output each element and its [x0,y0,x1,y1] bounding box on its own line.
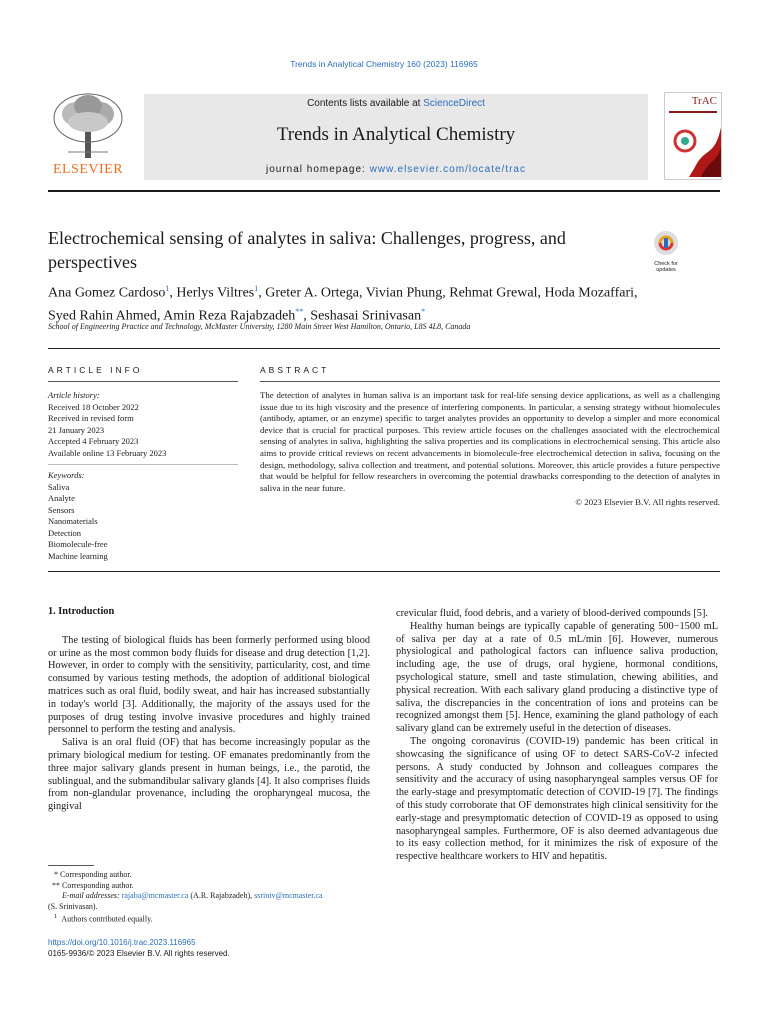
intro-right-column [396,608,718,864]
keyword-item: Sensors [48,504,75,515]
intro-heading: 1. Introduction [48,606,115,617]
elsevier-tree-icon [48,92,128,160]
intro-paragraph: crevicular fluid, food debris, and a variety of blood-derived compounds [5]. [396,608,708,619]
email-link-rajabzadeh[interactable]: rajaba@mcmaster.ca [121,891,189,900]
email-link-srinivasan[interactable]: ssriniv@mcmaster.ca [254,891,323,900]
footnote-equal-contribution: $^1$ Authors contributed equally. [54,913,153,924]
sciencedirect-link[interactable]: ScienceDirect [423,98,485,109]
issn-line: 0165-9936/© 2023 Elsevier B.V. All rights reserved. [48,948,230,958]
cover-artwork-icon [665,107,721,177]
keyword-item: Biomolecule-free [48,539,108,549]
intro-paragraph: The ongoing coronavirus (COVID-19) pandemic has been critical in showcasing the significance of using OF to detect SARS-CoV-2 infected persons. A study conducted by Johnson and colleagues compares the sensitivity and the accuracy of using nasopharyngeal samples versus OF for the early-stage and presymptomatic detection of COVID-19 [7]. The findings of this study corroborate that OF demonstrates high clinical sensitivity for the early-stage and presymptomatic detection of COVID-19 as opposed to using nasopharyngeal samples. Furthermore, OF is also deemed advantageous due to its easy collection method, for it minimizes the risk of exposure of the respective healthcare workers to HIV and hepatitis. [396,735,718,863]
abstract-copyright: © 2023 Elsevier B.V. All rights reserved. [575,497,720,508]
elsevier-logo [48,92,128,178]
journal-info-box [144,94,648,180]
header-rule [48,190,720,192]
check-for-updates-badge[interactable] [646,230,686,273]
journal-masthead [48,88,720,182]
author-affiliation: School of Engineering Practice and Technology, McMaster University, 1280 Main Street West Hamilton, Ontario, L8S 4L8, Canada [48,322,471,331]
article-identifiers [48,938,230,959]
footnote-emails: E-mail addresses: rajaba@mcmaster.ca (A.R. Rajabzadeh), ssriniv@mcmaster.ca [62,891,323,900]
article-info-heading: ARTICLE INFO [48,365,143,375]
affiliation-rule [48,348,720,349]
keyword-item: Saliva [48,481,70,492]
article-history: Article history: Received 18 October 2022 Received in revised form 21 January 2023 Accepted 4 February 2023 Available online 13 February 2023 [48,390,238,459]
publisher-name: ELSEVIER [52,162,124,177]
keywords-list: Keywords: Saliva Analyte Sensors Nanomaterials Detection Biomolecule-free Machine learning [48,470,238,562]
history-item: 21 January 2023 [48,424,105,435]
history-item: Accepted 4 February 2023 [48,436,139,446]
history-item: Received 18 October 2022 [48,401,139,412]
doi-link[interactable]: https://doi.org/10.1016/j.trac.2023.116965 [48,938,196,947]
abstract-bottom-rule [48,571,720,572]
journal-title: Trends in Analytical Chemistry [276,124,516,145]
footnote-rule [48,865,94,866]
footnote-email-owner: (S. Srinivasan). [48,901,98,911]
history-item: Received in revised form [48,413,134,423]
keyword-item: Analyte [48,493,75,503]
check-updates-icon [653,230,679,256]
footnote-corresponding-1: * Corresponding author. [54,870,132,879]
intro-paragraph: The testing of biological fluids has been formerly performed using blood or urine as the most common body fluids for disease and drug detection [1,2]. However, in order to comply with the sensitivity, particularity, cost, and time consumed by various testing methods, the adoption of additional biological matrices such as oral fluid, bodily sweat, and hair has increased substantially in today's world [3]. Additionally, the majority of the assays used for the purposes of drug testing involve invasive procedures and highly trained personnel to perform the testing and analysis. [48,634,370,736]
abstract-text: The detection of analytes in human saliva is an important task for real-life sensing device applications, as well as a challenging issue due to its high viscosity and the presence of interfering components. In particular, a sensing strategy without biomolecules (antibody, aptamer, or an enzyme) specific to target analytes provides an opportunity to develop a simpler and more economical device that is crucial for practical purposes. This review article focuses on the challenges associated with the electrochemical sensing of analytes in saliva, highlighting the saliva properties and its complications in electrochemical sensing. This article also aims to provide critical reviews on recent advancements in biomolecule-free electrochemical detection in saliva, focusing on the design, methodology, saliva collection and treatment, and potential solutions. Moreover, this article provides a future perspective that would be helpful for fellow researchers in overcoming the potential drawbacks corresponding to the detection of analytes in saliva in the near future. [260,390,720,493]
abstract-rule [260,381,720,382]
info-divider [48,464,238,465]
journal-homepage: journal homepage: www.elsevier.com/locate/trac [265,164,526,175]
keyword-item: Detection [48,527,82,538]
intro-paragraph: Saliva is an oral fluid (OF) that has become increasingly popular as the primary biological medium for testing. OF emanates predominantly from the three major salivary glands present in human beings, i.e., the parotid, the sublingual, and the submandibular salivary glands [4]. It also comprises fluids from non-glandular provenance, including the oropharyngeal mucosa, the gingival [48,737,371,813]
footnote-corresponding-2: ** Corresponding author. [52,880,134,890]
contents-line: Contents lists available at ScienceDirect [307,98,485,109]
check-updates-label: Check for updates [654,261,678,273]
article-title: Electrochemical sensing of analytes in saliva: Challenges, progress, and perspectives [48,228,566,272]
abstract-heading: ABSTRACT [260,365,330,375]
journal-citation[interactable]: Trends in Analytical Chemistry 160 (2023) 116965 [290,59,478,69]
homepage-link[interactable]: www.elsevier.com/locate/trac [369,164,526,175]
keyword-item: Machine learning [48,550,108,561]
cover-label: TrAC [691,95,717,107]
author-list: Ana Gomez Cardoso$^1$, Herlys Viltres$^1$, Greter A. Ortega, Vivian Phung, Rehmat Grewal, Hoda Mozaffari, Syed Rahin Ahmed, Amin Reza Rajabzadeh**, Seshasai Srinivasan* [48,284,638,324]
intro-left-column [48,606,370,814]
keyword-item: Nanomaterials [48,516,98,526]
intro-paragraph: Healthy human beings are typically capable of generating 500−1500 mL of saliva per day at a rate of 0.5 mL/min [6]. However, numerous physiological and pathological factors can influence saliva production, including age, the use of drugs, oral hygiene, hormonal conditions, psychological stature, smell and taste stimulation, chewing abilities, and physical recreation. With each salivary gland producing a distinctive type of saliva, the discrepancies in the concentration of ions and proteins can be recognized amongst them [5]. Hence, examining the gland pathology of each salivary gland can be extremely useful in the detection of diseases. [396,620,718,735]
history-item: Available online 13 February 2023 [48,447,167,458]
abstract-body [260,390,720,509]
footnotes [48,865,378,925]
article-info-rule [48,381,238,382]
journal-cover-image [664,92,722,180]
